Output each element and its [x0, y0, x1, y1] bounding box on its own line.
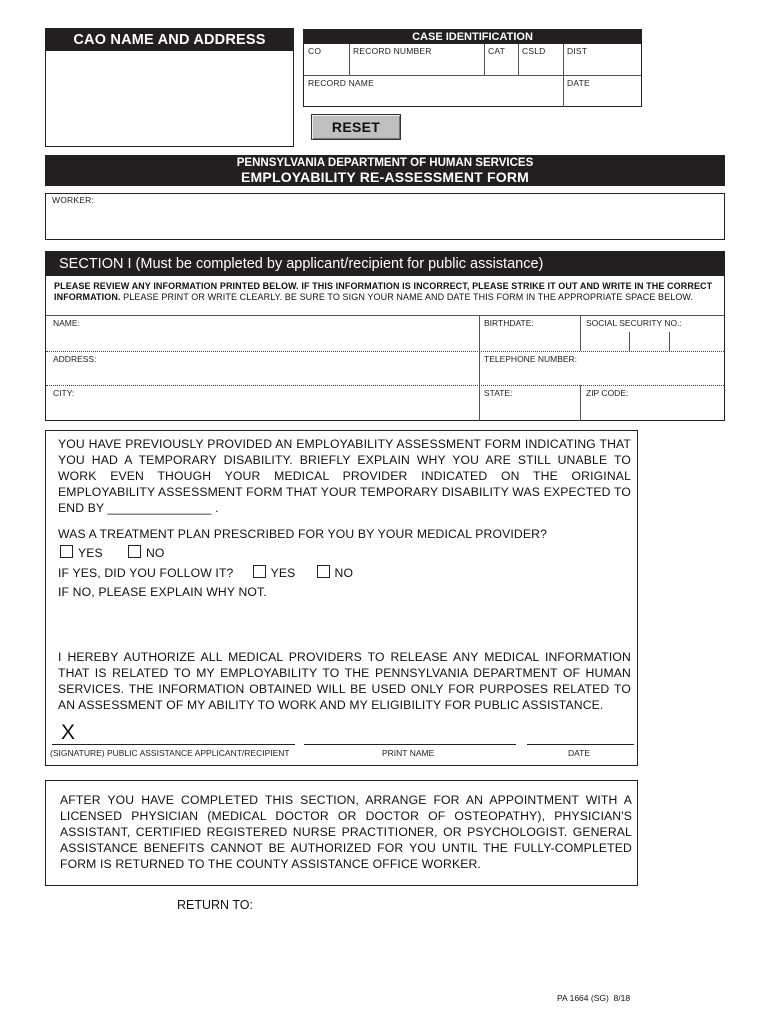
- section-1: [45, 251, 725, 421]
- follow-question: IF YES, DID YOU FOLLOW IT?: [58, 566, 234, 580]
- case-identification-title: CASE IDENTIFICATION: [304, 30, 641, 44]
- treatment-question: WAS A TREATMENT PLAN PRESCRIBED FOR YOU BY YOUR MEDICAL PROVIDER?: [58, 527, 548, 541]
- city-label: CITY:: [53, 388, 75, 398]
- return-to-field[interactable]: [177, 914, 577, 974]
- signature-label: (SIGNATURE) PUBLIC ASSISTANCE APPLICANT/RECIPIENT: [50, 748, 290, 758]
- record-number-field[interactable]: RECORD NUMBER: [353, 46, 432, 56]
- telephone-label: TELEPHONE NUMBER:: [484, 354, 578, 364]
- checkbox-icon: [60, 545, 73, 558]
- zip-field[interactable]: [580, 385, 726, 421]
- form-title: EMPLOYABILITY RE-ASSESSMENT FORM: [241, 169, 529, 185]
- appointment-text: AFTER YOU HAVE COMPLETED THIS SECTION, ARRANGE FOR AN APPOINTMENT WITH A LICENSED PHYSICIAN (MEDICAL DOCTOR OR DOCTOR OF OSTEOPATHY), PHYSICIAN'S ASSISTANT, CERTIFIED REGISTERED NURSE PRACTITIONER, OR PSYCHOLOGIST. GENERAL ASSISTANCE BENEFITS CANNOT BE AUTHORIZED FOR YOU UNTIL THE FULLY-COMPLETED FORM IS RETURNED TO THE COUNTY ASSISTANCE OFFICE WORKER.: [60, 793, 632, 871]
- return-to-label: RETURN TO:: [177, 898, 253, 912]
- zip-label: ZIP CODE:: [586, 388, 629, 398]
- birthdate-label: BIRTHDATE:: [484, 318, 534, 328]
- city-field[interactable]: [46, 385, 479, 421]
- dist-field[interactable]: DIST: [567, 46, 588, 56]
- record-name-field[interactable]: RECORD NAME: [308, 78, 374, 88]
- signature-date-field[interactable]: [527, 721, 634, 744]
- address-label: ADDRESS:: [53, 354, 97, 364]
- treatment-yes-label: YES: [78, 546, 103, 560]
- reset-button[interactable]: [311, 114, 401, 140]
- follow-yes-label: YES: [270, 566, 296, 580]
- reset-label: RESET: [331, 119, 381, 135]
- instructions-bold: PLEASE REVIEW ANY INFORMATION PRINTED BELOW. IF THIS INFORMATION IS INCORRECT, PLEASE STRIKE IT OUT AND WRITE IN THE CORRECT INFORMATION.: [54, 281, 713, 302]
- signature-x: X: [61, 721, 76, 744]
- form-number: PA 1664 (SG) 8/18: [557, 993, 631, 1003]
- follow-yes-checkbox[interactable]: [253, 566, 296, 580]
- treatment-no-checkbox[interactable]: [128, 546, 165, 560]
- worker-field[interactable]: [45, 193, 725, 240]
- print-name-label: PRINT NAME: [382, 748, 435, 758]
- cao-title: CAO NAME AND ADDRESS: [46, 29, 293, 51]
- disability-text: YOU HAVE PREVIOUSLY PROVIDED AN EMPLOYABILITY ASSESSMENT FORM INDICATING THAT YOU HAD A TEMPORARY DISABILITY. BRIEFLY EXPLAIN WHY YOU ARE STILL UNABLE TO WORK EVEN THOUGH YOUR MEDICAL PROVIDER INDICATED ON THE ORIGINAL EMPLOYABILITY ASSESSMENT FORM THAT YOUR TEMPORARY DISABILITY WAS EXPECTED TO END BY: [58, 437, 631, 515]
- case-date-field[interactable]: DATE: [567, 78, 590, 88]
- section-1-title: SECTION I (Must be completed by applicant/recipient for public assistance): [46, 252, 724, 276]
- case-identification-box: [303, 29, 642, 107]
- state-field[interactable]: [479, 385, 580, 421]
- telephone-field[interactable]: [479, 351, 726, 385]
- disability-section: [45, 430, 638, 766]
- treatment-no-label: NO: [145, 546, 165, 560]
- date-label: DATE: [568, 748, 591, 758]
- name-label: NAME:: [53, 318, 80, 328]
- appointment-notice: [45, 780, 638, 886]
- checkbox-icon: [317, 565, 330, 578]
- checkbox-icon: [128, 545, 141, 558]
- follow-no-checkbox[interactable]: [317, 566, 354, 580]
- worker-label: WORKER:: [52, 195, 95, 205]
- birthdate-field[interactable]: [479, 315, 580, 351]
- form-header: [45, 155, 725, 186]
- print-name-field[interactable]: [304, 721, 516, 744]
- follow-no-label: NO: [334, 566, 354, 580]
- cat-field[interactable]: CAT: [488, 46, 505, 56]
- authorization-text: I HEREBY AUTHORIZE ALL MEDICAL PROVIDERS TO RELEASE ANY MEDICAL INFORMATION THAT IS RELATED TO MY EMPLOYABILITY TO THE PENNSYLVANIA DEPARTMENT OF HUMAN SERVICES. THE INFORMATION OBTAINED WILL BE USED ONLY FOR PURPOSES RELATED TO AN ASSESSMENT OF MY ABILITY TO WORK AND MY ELIGIBILITY FOR PUBLIC ASSISTANCE.: [58, 650, 631, 712]
- checkbox-icon: [253, 565, 266, 578]
- csld-field[interactable]: CSLD: [522, 46, 546, 56]
- name-field[interactable]: [46, 315, 479, 351]
- treatment-yes-checkbox[interactable]: [60, 546, 103, 560]
- follow-question-row: [58, 565, 353, 581]
- cao-box[interactable]: [45, 28, 294, 147]
- co-field[interactable]: CO: [308, 46, 322, 56]
- state-label: STATE:: [484, 388, 513, 398]
- section-1-instructions: [54, 281, 714, 302]
- agency-name: PENNSYLVANIA DEPARTMENT OF HUMAN SERVICES: [236, 157, 534, 169]
- signature-field[interactable]: [52, 721, 295, 744]
- explain-field[interactable]: [58, 602, 628, 646]
- instructions-rest: PLEASE PRINT OR WRITE CLEARLY. BE SURE TO SIGN YOUR NAME AND DATE THIS FORM IN THE APPROPRIATE SPACE BELOW.: [120, 291, 694, 302]
- ssn-label: SOCIAL SECURITY NO.:: [586, 318, 682, 328]
- end-date-blank[interactable]: _______________ .: [107, 501, 219, 515]
- ssn-field[interactable]: [580, 315, 726, 351]
- address-field[interactable]: [46, 351, 479, 385]
- treatment-options: [60, 545, 165, 561]
- if-no-explain: IF NO, PLEASE EXPLAIN WHY NOT.: [58, 585, 267, 599]
- disability-paragraph: [58, 436, 631, 516]
